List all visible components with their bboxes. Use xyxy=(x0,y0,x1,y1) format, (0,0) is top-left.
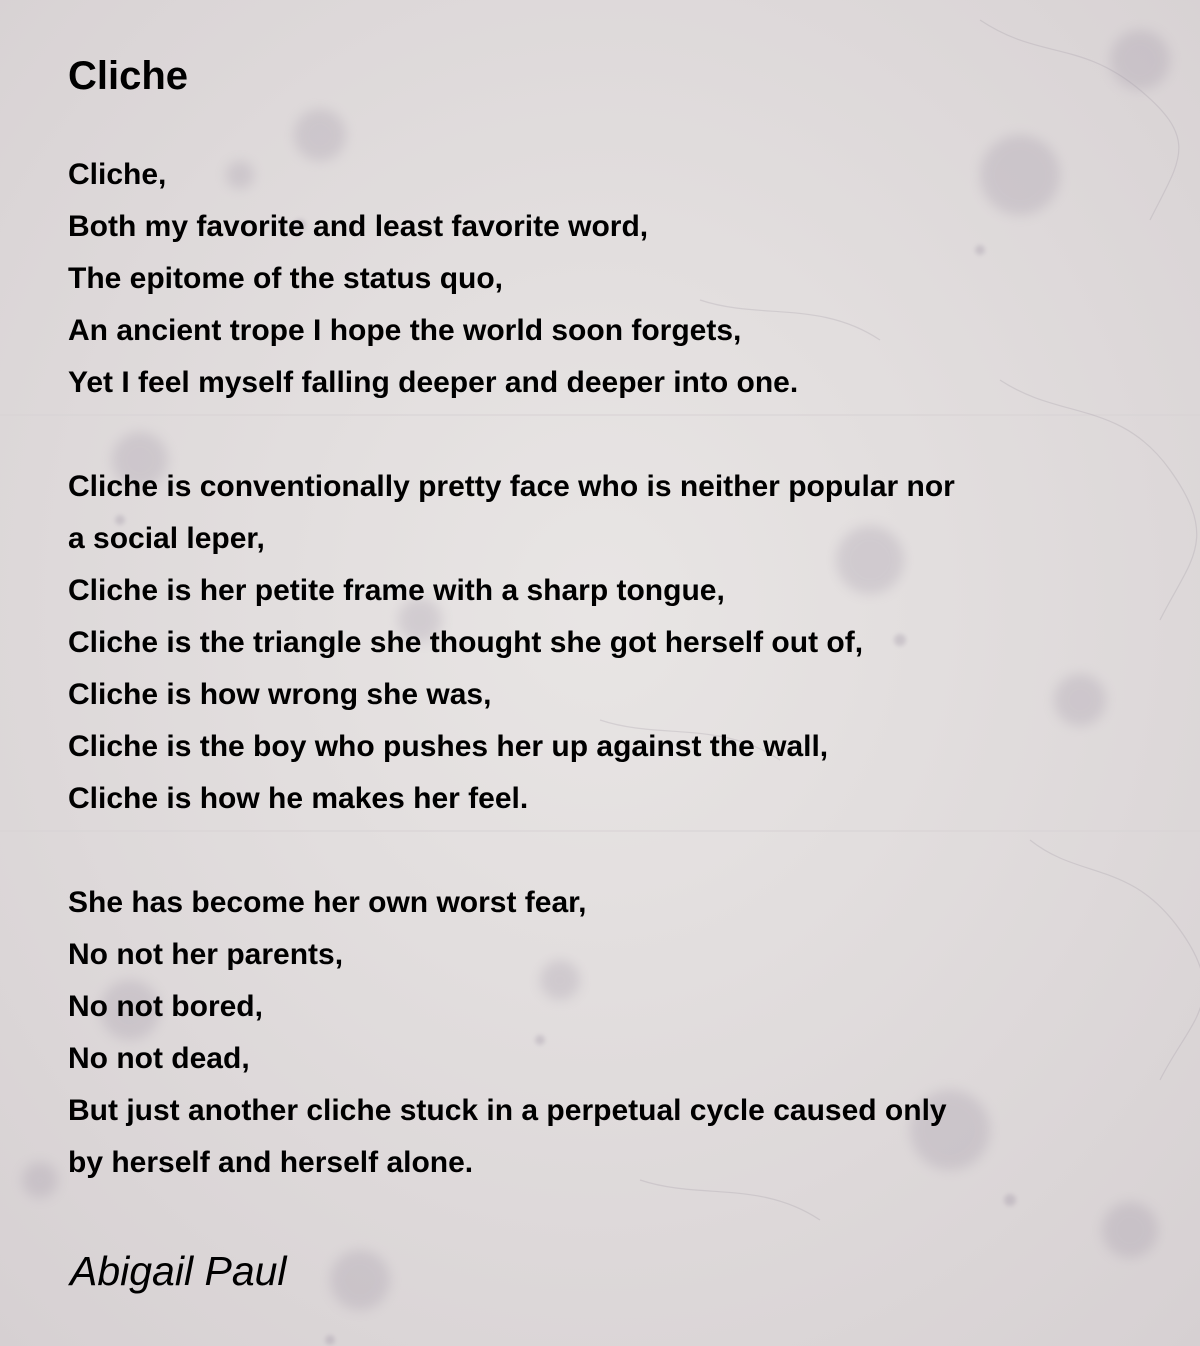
poem-line: Cliche is the triangle she thought she got herself out of, xyxy=(68,626,864,659)
poem-line: The epitome of the status quo, xyxy=(68,262,504,295)
poem-line: Cliche is how he makes her feel. xyxy=(68,782,529,815)
poem-body xyxy=(68,149,1168,1241)
poem-line: Cliche is the boy who pushes her up against the wall, xyxy=(68,730,829,763)
poem-line: No not her parents, xyxy=(68,938,344,971)
poem-line: Cliche is how wrong she was, xyxy=(68,678,492,711)
poem-title: Cliche xyxy=(68,54,189,98)
poem-stanza xyxy=(68,149,1168,409)
poem-stanza xyxy=(68,877,1168,1189)
poem-stanza xyxy=(68,461,1168,825)
poem-line: Cliche, xyxy=(68,158,167,191)
poem-line: An ancient trope I hope the world soon forgets, xyxy=(68,314,742,347)
poem-line: Cliche is conventionally pretty face who is neither popular nor xyxy=(68,470,955,503)
poem-line: No not bored, xyxy=(68,990,263,1023)
poem-line: Yet I feel myself falling deeper and deeper into one. xyxy=(68,366,799,399)
poem-line: But just another cliche stuck in a perpetual cycle caused only xyxy=(68,1094,947,1127)
poem-line: Both my favorite and least favorite word, xyxy=(68,210,649,243)
poem-line: She has become her own worst fear, xyxy=(68,886,587,919)
poem-author: Abigail Paul xyxy=(70,1248,287,1294)
poem-line: Cliche is her petite frame with a sharp tongue, xyxy=(68,574,725,607)
poem-line: by herself and herself alone. xyxy=(68,1146,474,1179)
poem-line: a social leper, xyxy=(68,522,265,555)
poem-line: No not dead, xyxy=(68,1042,250,1075)
